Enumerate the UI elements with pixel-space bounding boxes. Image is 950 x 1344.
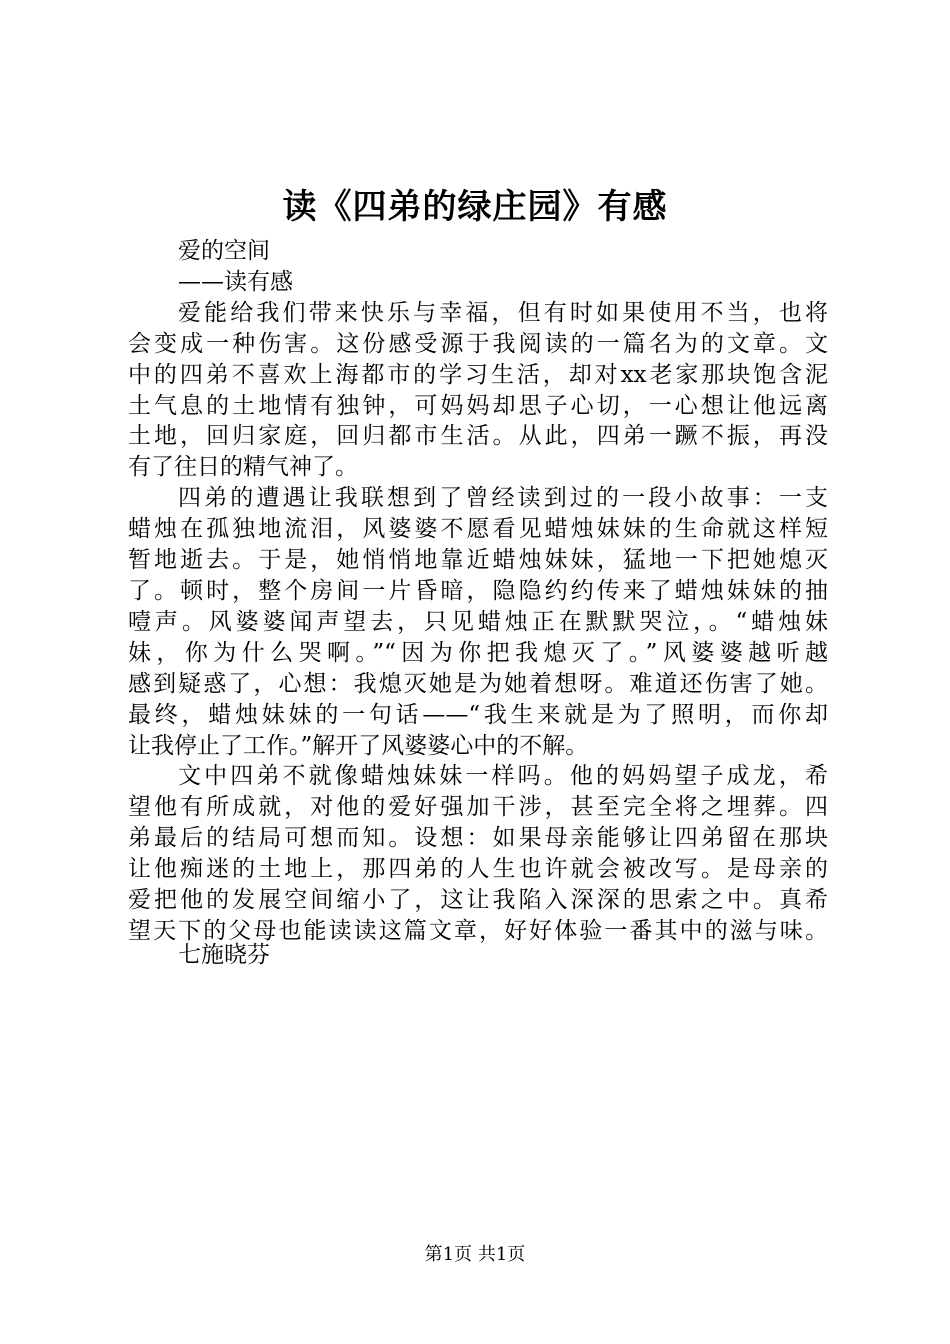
paragraph-line: 妹，你为什么哭啊。”“因为你把我熄灭了。”风婆婆越听越 [128,639,828,666]
author-signature: 七施晓芬 [178,942,270,968]
document-title: 读《四弟的绿庄园》有感 [282,187,668,227]
paragraph-line: 望他有所成就，对他的爱好强加干涉，甚至完全将之埋葬。四 [128,794,828,821]
paragraph-line: 弟最后的结局可想而知。设想：如果母亲能够让四弟留在那块 [128,825,828,852]
paragraph-line: 爱把他的发展空间缩小了，这让我陷入深深的思索之中。真希 [128,887,828,914]
document-body [128,236,828,947]
paragraph-line: 蜡烛在孤独地流泪，风婆婆不愿看见蜡烛妹妹的生命就这样短 [128,516,828,543]
paragraph-line: 爱能给我们带来快乐与幸福，但有时如果使用不当，也将 [178,299,828,326]
paragraph-line: 让我停止了工作。”解开了风婆婆心中的不解。 [128,732,589,759]
paragraph-line: 暂地逝去。于是，她悄悄地靠近蜡烛妹妹，猛地一下把她熄灭 [128,547,828,574]
paragraph-line: 让他痴迷的土地上，那四弟的人生也许就会被改写。是母亲的 [128,856,828,883]
paragraph-line: 四弟的遭遇让我联想到了曾经读到过的一段小故事：一支 [178,485,828,512]
paragraph-line: 望天下的父母也能读读这篇文章，好好体验一番其中的滋与味。 [128,917,828,944]
subtitle-line: ——读有感 [178,268,293,295]
subtitle-line: 爱的空间 [178,238,270,264]
paragraph-line: 土地，回归家庭，回归都市生活。从此，四弟一蹶不振，再没 [128,423,828,450]
paragraph-line: 了。顿时，整个房间一片昏暗，隐隐约约传来了蜡烛妹妹的抽 [128,577,828,604]
paragraph-line: 有了往日的精气神了。 [128,454,358,481]
paragraph-line: 文中四弟不就像蜡烛妹妹一样吗。他的妈妈望子成龙，希 [178,763,828,790]
page-footer: 第1页 共1页 [424,1244,526,1265]
paragraph-line: 中的四弟不喜欢上海都市的学习生活，却对xx老家那块饱含泥 [128,361,828,388]
paragraph-line: 会变成一种伤害。这份感受源于我阅读的一篇名为的文章。文 [128,330,828,357]
paragraph-line: 土气息的土地情有独钟，可妈妈却思子心切，一心想让他远离 [128,392,828,419]
paragraph-line: 感到疑惑了，心想：我熄灭她是为她着想呀。难道还伤害了她。 [128,670,828,697]
paragraph-line: 噎声。风婆婆闻声望去，只见蜡烛正在默默哭泣，。“蜡烛妹 [128,608,828,635]
paragraph-line: 最终，蜡烛妹妹的一句话——“我生来就是为了照明，而你却 [128,701,828,728]
